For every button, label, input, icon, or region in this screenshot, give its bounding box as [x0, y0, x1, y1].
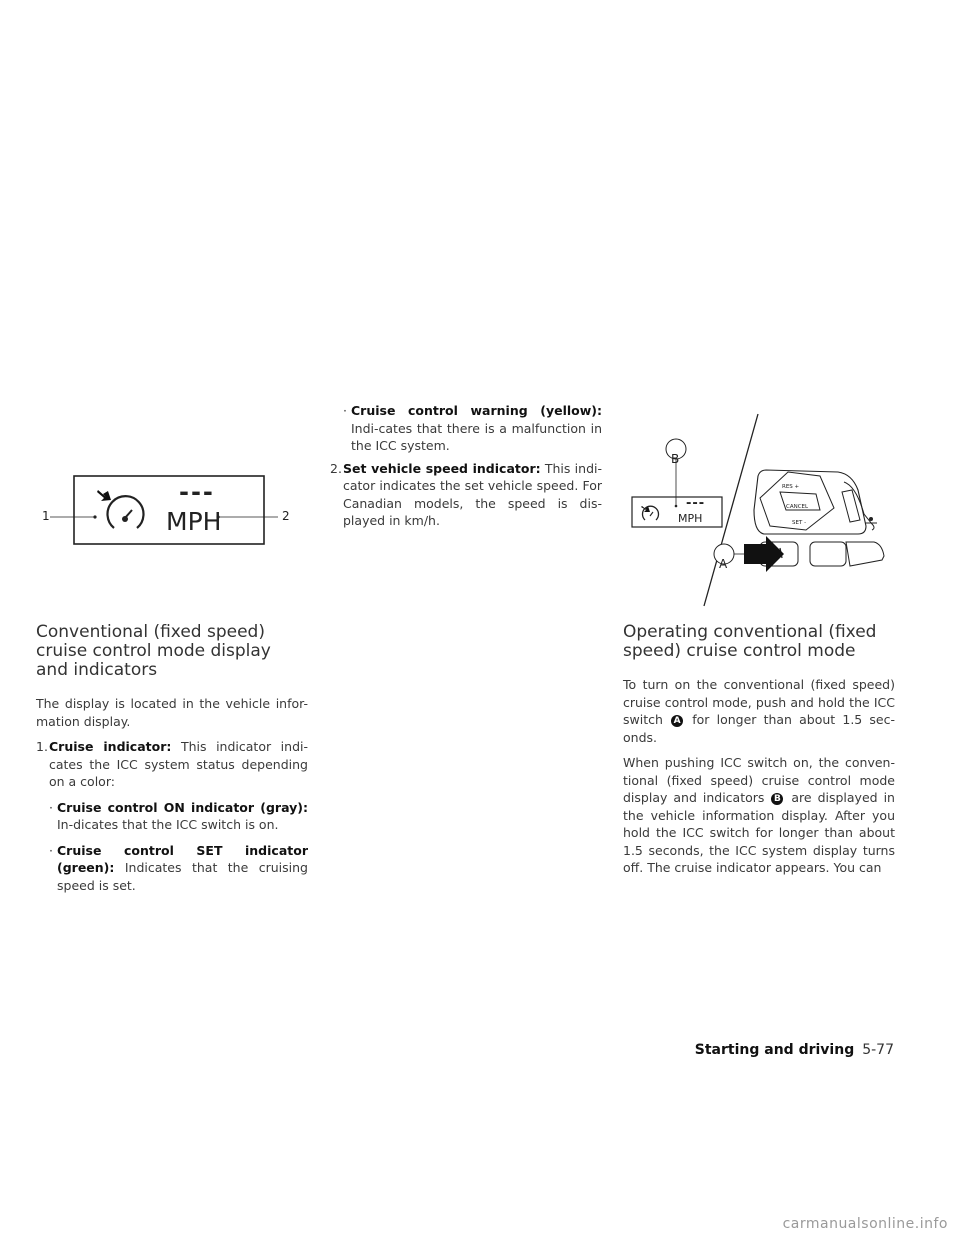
section-display-indicators — [36, 623, 308, 894]
bullet-text — [57, 799, 308, 834]
bullet-item — [36, 842, 308, 895]
switch-speed-unit: MPH — [678, 512, 703, 525]
bullet-item — [330, 402, 602, 455]
cancel-button-label: CANCEL — [786, 504, 809, 510]
set-button-label: SET - — [792, 520, 807, 526]
paragraph-text: To turn on the conventional (fixed speed) cruise control mode, push and hold the ICC switch — [623, 677, 895, 727]
speed-dashes: --- — [179, 478, 215, 506]
bullet-text — [351, 402, 602, 455]
page-footer — [695, 1042, 894, 1058]
bullet-label: Cruise control ON indicator (gray): — [57, 799, 308, 815]
callout-2: 2 — [282, 509, 290, 523]
paragraph — [623, 754, 895, 877]
bullet-dot: · — [49, 842, 53, 858]
section-operating — [623, 623, 895, 877]
res-button-label: RES + — [782, 484, 800, 490]
watermark: carmanualsonline.info — [782, 1216, 948, 1232]
section-heading: Conventional (fixed speed) cruise control mode display and indicators — [36, 622, 271, 680]
paragraph-text: When pushing ICC switch on, the conven-tional (fixed speed) cruise control mode display and indicators — [623, 755, 895, 805]
intro-paragraph: The display is located in the vehicle infor-mation display. — [36, 696, 308, 729]
list-number: 1. — [36, 739, 48, 754]
bullet-text — [57, 842, 308, 895]
page-number: 5-77 — [862, 1042, 894, 1058]
item-text: This indicator indi-cates the ICC system status depending on a color: — [49, 739, 308, 789]
callout-1: 1 — [42, 509, 50, 523]
bullet-desc: Indi-cates that there is a malfunction in the ICC system. — [351, 420, 602, 453]
bullet-desc: In-dicates that the ICC switch is on. — [57, 817, 279, 832]
figure-steering-switch — [620, 410, 900, 610]
list-item-text — [343, 460, 602, 530]
list-item-text — [49, 738, 308, 791]
bullet-item — [36, 799, 308, 834]
bullet-label: Cruise control warning (yellow): — [351, 403, 602, 418]
list-item — [330, 460, 602, 530]
bullet-label: Cruise control SET indicator (green): — [57, 842, 308, 875]
paragraph-text: are displayed in the vehicle information display. After you hold the ICC switch for longer than about 1.5 seconds, the ICC system display turns off. The cruise indicator appears. You can — [623, 790, 895, 875]
paragraph-text: for longer than about 1.5 sec-onds. — [623, 712, 895, 745]
paragraph — [623, 676, 895, 746]
list-item — [36, 738, 308, 791]
bullet-desc: Indicates that the cruising speed is set. — [57, 860, 308, 893]
item-label: Set vehicle speed indicator: — [343, 460, 541, 476]
callout-b: B — [671, 452, 680, 466]
section-heading: Operating conventional (fixed speed) cruise control mode — [623, 622, 877, 661]
ref-b-icon: B — [771, 793, 783, 805]
item-text: This indi-cator indicates the set vehicle speed. For Canadian models, the speed is dis-played in km/h. — [343, 460, 602, 528]
speed-unit: MPH — [166, 507, 222, 536]
item-label: Cruise indicator: — [49, 739, 172, 754]
switch-speed-dashes: --- — [686, 496, 706, 511]
figure-cruise-display — [36, 466, 306, 556]
list-number: 2. — [330, 460, 342, 476]
steering-switch-illustration — [620, 410, 900, 610]
footer-section: Starting and driving — [694, 1042, 855, 1058]
ref-a-icon: A — [671, 715, 683, 727]
bullet-dot: · — [343, 403, 347, 418]
bullet-dot: · — [49, 799, 53, 815]
callout-a: A — [719, 557, 728, 571]
section-continued — [330, 402, 602, 530]
